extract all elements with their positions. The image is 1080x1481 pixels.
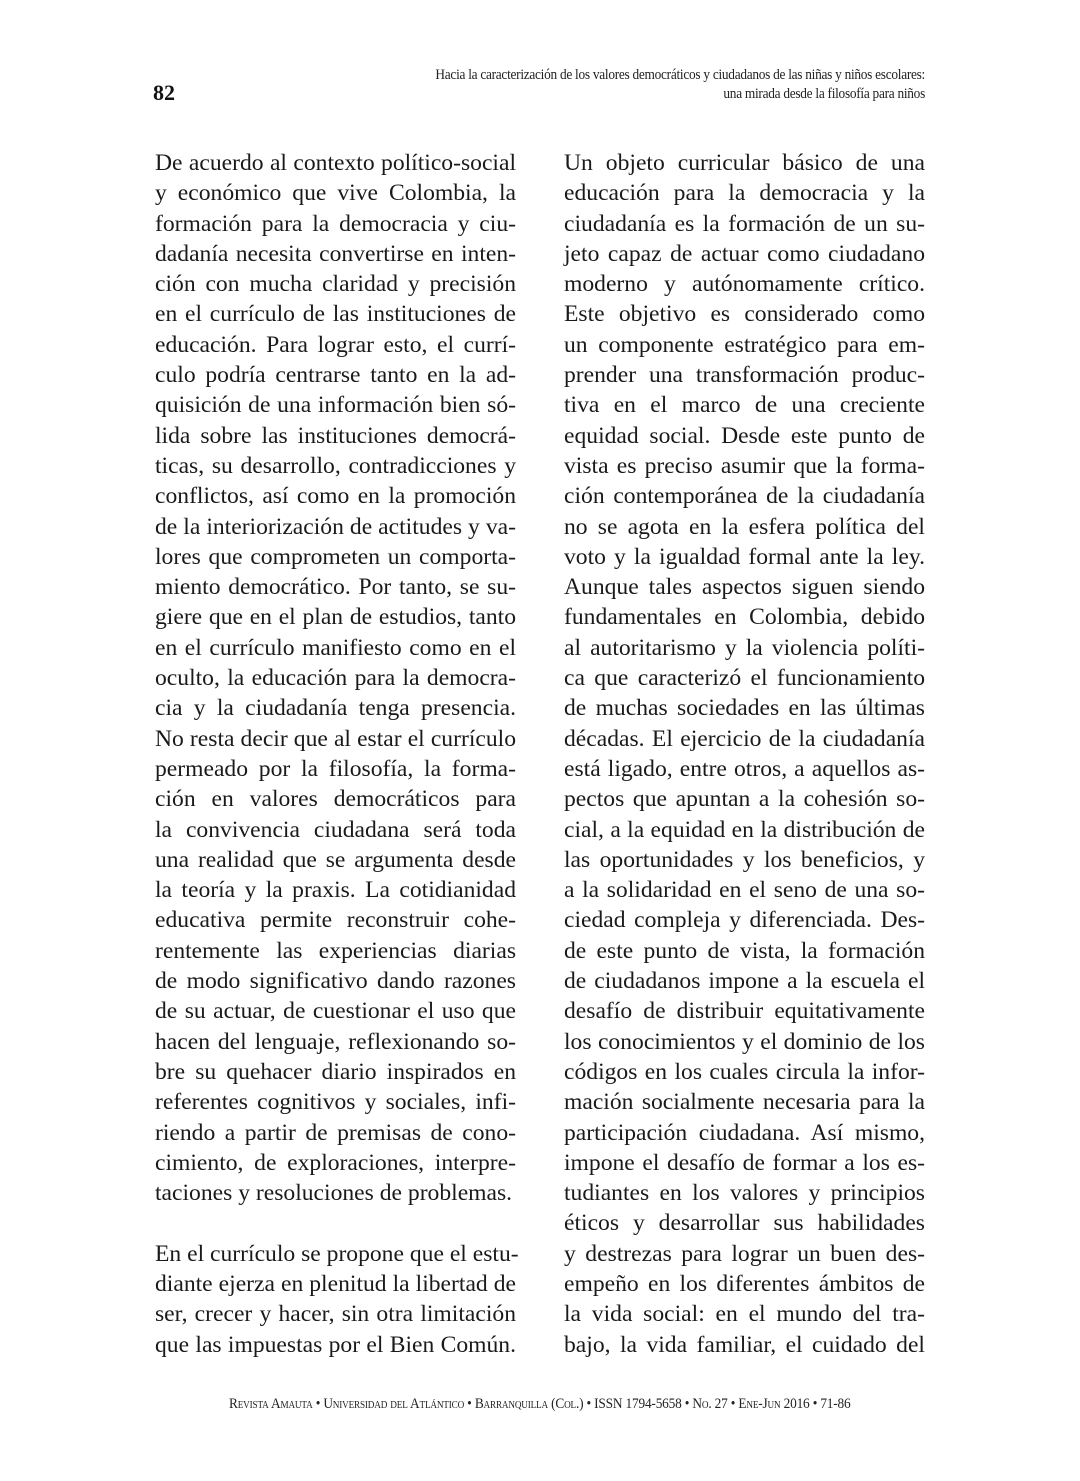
text-line: la teoría y la praxis. La cotidianidad — [155, 877, 516, 904]
text-line: ticas, su desarrollo, contradicciones y — [155, 452, 516, 479]
text-line: voto y la igualdad formal ante la ley. — [564, 543, 925, 570]
text-line: hacen del lenguaje, reflexionando so- — [155, 1028, 516, 1055]
text-line: una realidad que se argumenta desde — [155, 846, 516, 873]
text-line: conflictos, así como en la promoción — [155, 483, 516, 510]
text-line: de muchas sociedades en las últimas — [564, 695, 925, 722]
text-line: permeado por la filosofía, la forma- — [155, 755, 516, 782]
text-line: desafío de distribuir equitativamente — [564, 998, 925, 1025]
text-line: ción contemporánea de la ciudadanía — [564, 483, 925, 510]
text-line: ciudadanía es la formación de un su- — [564, 210, 925, 237]
text-line: está ligado, entre otros, a aquellos as- — [564, 755, 925, 782]
text-line: quisición de una información bien só- — [155, 392, 516, 419]
text-line: De acuerdo al contexto político-social — [155, 150, 516, 176]
left-paragraph-2 — [155, 1239, 519, 1360]
text-line: jeto capaz de actuar como ciudadano — [564, 240, 925, 267]
text-line: prender una transformación produc- — [564, 362, 925, 389]
text-line: giere que en el plan de estudios, tanto — [155, 604, 516, 631]
text-line: los conocimientos y el dominio de los — [564, 1028, 925, 1055]
text-line: códigos en los cuales circula la infor- — [564, 1058, 925, 1085]
left-paragraph-1 — [155, 148, 516, 1208]
page-number: 82 — [153, 80, 175, 105]
text-line: Aunque tales aspectos siguen siendo — [564, 574, 925, 601]
footer-citation: Revista Amauta • Universidad del Atlántico • Barranquilla (Col.) • ISSN 1794-5658 • No. 27 • Ene-Jun 2016 • 71-86 — [229, 1396, 851, 1412]
text-line: Un objeto curricular básico de una — [564, 150, 925, 176]
text-line: No resta decir que al estar el currículo — [155, 725, 516, 752]
text-line: Este objetivo es considerado como — [564, 301, 925, 328]
text-line: lores que comprometen un comporta- — [155, 543, 516, 570]
text-line: cia y la ciudadanía tenga presencia. — [155, 695, 516, 722]
text-line: referentes cognitivos y sociales, infi- — [155, 1089, 516, 1116]
text-line: la convivencia ciudadana será toda — [155, 816, 516, 843]
footer — [0, 1396, 1080, 1413]
text-line: formación para la democracia y ciu- — [155, 210, 516, 237]
text-line: tiva en el marco de una creciente — [564, 392, 925, 419]
text-line: al autoritarismo y la violencia políti- — [564, 634, 925, 661]
text-line: dadanía necesita convertirse en inten- — [155, 240, 516, 267]
text-line: de su actuar, de cuestionar el uso que — [155, 998, 516, 1025]
text-line: miento democrático. Por tanto, se su- — [155, 574, 516, 601]
text-line: y económico que vive Colombia, la — [155, 180, 516, 207]
text-line: equidad social. Desde este punto de — [564, 422, 925, 449]
text-line: de ciudadanos impone a la escuela el — [564, 968, 925, 995]
right-column — [564, 148, 925, 1360]
running-head — [281, 66, 925, 104]
text-line: educación para la democracia y la — [564, 180, 925, 207]
right-paragraph-1 — [564, 148, 925, 1360]
text-line: moderno y autónomamente crítico. — [564, 271, 925, 298]
text-line: en el currículo de las instituciones de — [155, 301, 516, 328]
text-line: de este punto de vista, la formación — [564, 937, 925, 964]
text-line: bre su quehacer diario inspirados en — [155, 1058, 516, 1085]
text-line: rentemente las experiencias diarias — [155, 937, 516, 964]
text-line: en el currículo manifiesto como en el — [155, 634, 516, 661]
text-line: ser, crecer y hacer, sin otra limitación — [155, 1301, 516, 1328]
text-line: cimiento, de exploraciones, interpre- — [155, 1149, 516, 1176]
text-line: culo podría centrarse tanto en la ad- — [155, 362, 516, 389]
text-line: cial, a la equidad en la distribución de — [564, 816, 925, 843]
text-line: empeño en los diferentes ámbitos de — [564, 1270, 925, 1297]
text-line: y destrezas para lograr un buen des- — [564, 1240, 925, 1267]
text-line: que las impuestas por el Bien Común. — [155, 1331, 516, 1358]
text-line: riendo a partir de premisas de cono- — [155, 1119, 516, 1146]
text-line: un componente estratégico para em- — [564, 331, 925, 358]
paragraph-gap — [155, 1208, 516, 1238]
running-head-line-2: una mirada desde la filosofía para niños — [723, 86, 925, 102]
text-line: las oportunidades y los beneficios, y — [564, 846, 925, 873]
text-line: éticos y desarrollar sus habilidades — [564, 1210, 925, 1237]
text-line: ción en valores democráticos para — [155, 786, 516, 813]
text-line: no se agota en la esfera política del — [564, 513, 925, 540]
text-line: de la interiorización de actitudes y va- — [155, 513, 516, 540]
text-line: a la solidaridad en el seno de una so- — [564, 877, 925, 904]
text-line: la vida social: en el mundo del tra- — [564, 1301, 925, 1328]
text-line: educación. Para lograr esto, el currí- — [155, 331, 516, 358]
text-line: tudiantes en los valores y principios — [564, 1180, 925, 1207]
text-line: ción con mucha claridad y precisión — [155, 271, 516, 298]
text-line: fundamentales en Colombia, debido — [564, 604, 925, 631]
text-line: lida sobre las instituciones democrá- — [155, 422, 516, 449]
running-head-line-1: Hacia la caracterización de los valores democráticos y ciudadanos de las niñas y niños escolares: — [435, 67, 925, 83]
text-line: bajo, la vida familiar, el cuidado del — [564, 1331, 925, 1358]
text-line: ca que caracterizó el funcionamiento — [564, 665, 925, 692]
text-line: vista es preciso asumir que la forma- — [564, 452, 925, 479]
text-line: participación ciudadana. Así mismo, — [564, 1119, 925, 1146]
text-line: impone el desafío de formar a los es- — [564, 1149, 925, 1176]
text-line: oculto, la educación para la democra- — [155, 665, 516, 692]
text-line: En el currículo se propone que el estu- — [155, 1240, 519, 1267]
text-line: diante ejerza en plenitud la libertad de — [155, 1270, 516, 1297]
text-line: décadas. El ejercicio de la ciudadanía — [564, 725, 925, 752]
text-line: taciones y resoluciones de problemas. — [155, 1180, 513, 1207]
left-column — [155, 148, 519, 1360]
text-line: mación socialmente necesaria para la — [564, 1089, 925, 1116]
text-line: ciedad compleja y diferenciada. Des- — [564, 907, 925, 934]
text-line: pectos que apuntan a la cohesión so- — [564, 786, 925, 813]
text-line: de modo significativo dando razones — [155, 968, 516, 995]
text-line: educativa permite reconstruir cohe- — [155, 907, 516, 934]
